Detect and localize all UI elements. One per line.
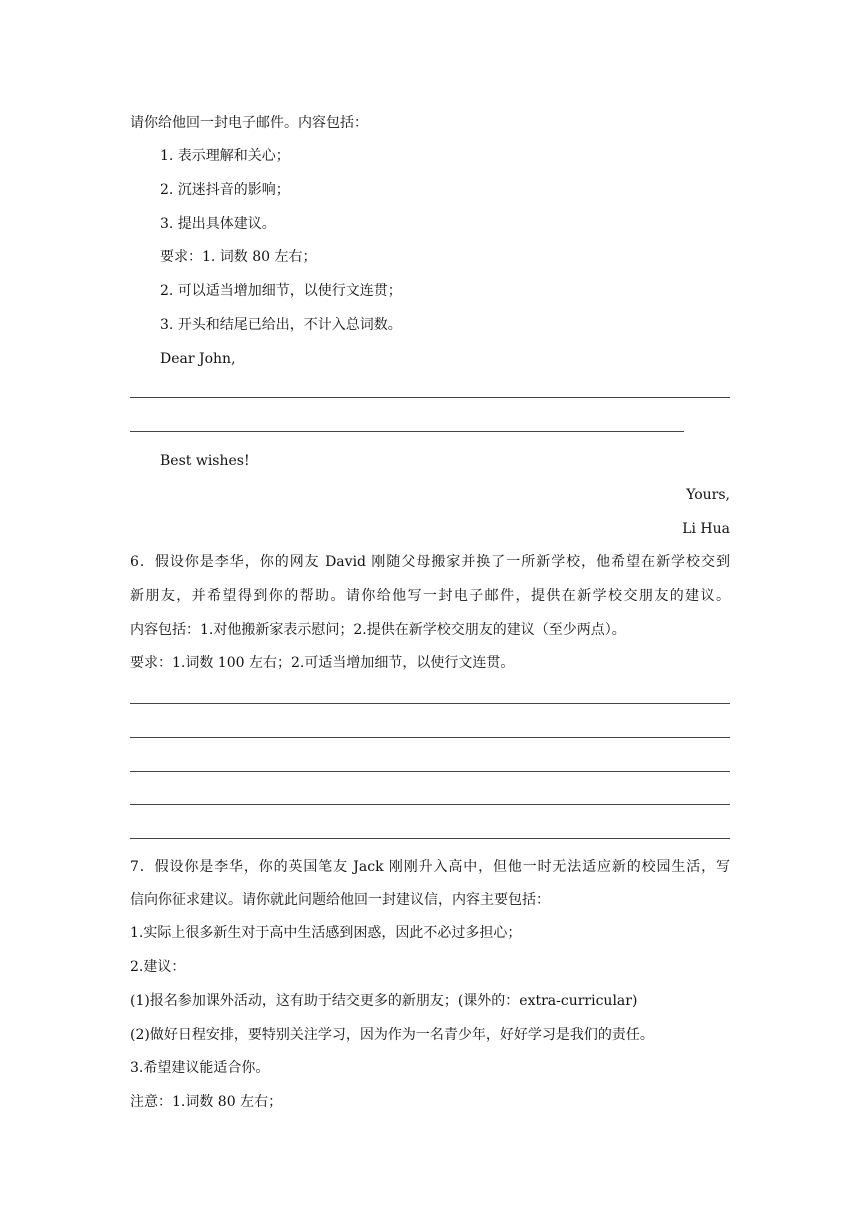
q6-text-line-2: 新朋友，并希望得到你的帮助。请你给他写一封电子邮件，提供在新学校交朋友的建议。	[130, 588, 730, 604]
q5-intro: 请你给他回一封电子邮件。内容包括：	[130, 115, 368, 131]
q7-text-line-5: (1)报名参加课外活动，这有助于结交更多的新朋友；(课外的：extra-curricular)	[130, 993, 638, 1009]
q5-point-2: 2. 沉迷抖音的影响；	[160, 182, 290, 198]
answer-line[interactable]	[130, 771, 730, 772]
q5-sign-name: Li Hua	[682, 521, 730, 537]
answer-line[interactable]	[130, 431, 684, 432]
answer-line[interactable]	[130, 737, 730, 738]
q7-text-line-3: 1.实际上很多新生对于高中生活感到困惑，因此不必过多担心；	[130, 925, 522, 941]
q7-text-line-2: 信向你征求建议。请你就此问题给他回一封建议信，内容主要包括：	[130, 892, 550, 908]
q7-text-line-7: 3.希望建议能适合你。	[130, 1060, 270, 1076]
q7-text-line-8: 注意：1.词数 80 左右；	[130, 1094, 283, 1110]
answer-line[interactable]	[130, 397, 730, 398]
q5-requirement-1: 要求：1. 词数 80 左右；	[160, 249, 317, 265]
answer-line[interactable]	[130, 804, 730, 805]
q7-text-line-4: 2.建议：	[130, 959, 186, 975]
q7-text-line-6: (2)做好日程安排，要特别关注学习，因为作为一名青少年，好好学习是我们的责任。	[130, 1027, 654, 1043]
q5-point-3: 3. 提出具体建议。	[160, 216, 276, 232]
q5-salutation: Dear John,	[160, 351, 236, 367]
q6-text-line-4: 要求：1.词数 100 左右；2.可适当增加细节，以使行文连贯。	[130, 655, 515, 671]
q5-point-1: 1. 表示理解和关心；	[160, 148, 290, 164]
answer-line[interactable]	[130, 838, 730, 839]
q5-closing: Best wishes!	[160, 453, 250, 469]
q7-text-line-1: 7．假设你是李华，你的英国笔友 Jack 刚刚升入高中，但他一时无法适应新的校园生活，写	[130, 859, 730, 875]
q5-requirement-2: 2. 可以适当增加细节，以使行文连贯；	[160, 283, 402, 299]
q5-sign-yours: Yours,	[686, 487, 730, 503]
q6-text-line-1: 6．假设你是李华，你的网友 David 刚随父母搬家并换了一所新学校，他希望在新学校交到	[130, 554, 730, 570]
q6-text-line-3: 内容包括：1.对他搬新家表示慰问；2.提供在新学校交朋友的建议（至少两点）。	[130, 622, 626, 638]
answer-line[interactable]	[130, 703, 730, 704]
q5-requirement-3: 3. 开头和结尾已给出，不计入总词数。	[160, 317, 402, 333]
